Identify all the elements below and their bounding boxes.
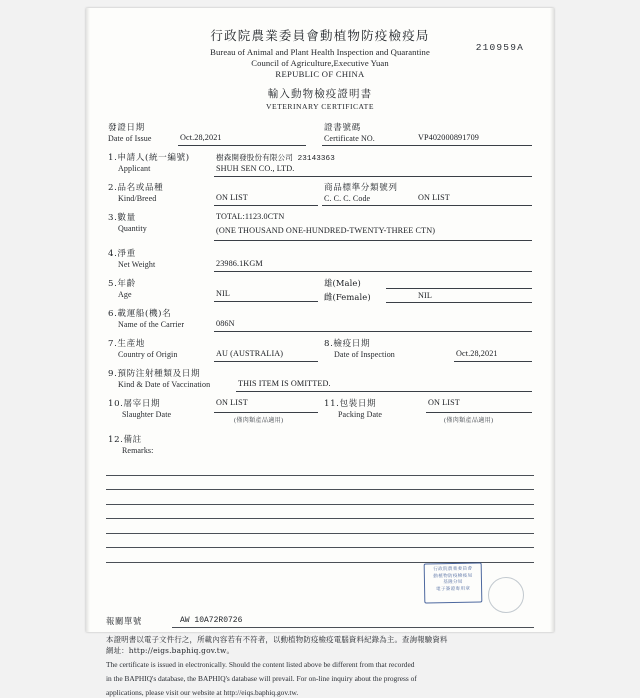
footer-cn-line2: 網址：http://eigs.baphiq.gov.tw。 bbox=[106, 645, 534, 656]
certificate-page bbox=[86, 8, 554, 632]
row-carrier bbox=[106, 307, 534, 337]
packing-date-note: (僅肉類產品適用) bbox=[444, 415, 493, 424]
remarks-line bbox=[106, 505, 534, 520]
ccc-code-value: ON LIST bbox=[418, 193, 450, 202]
agency-name-cn: 行政院農業委員會動植物防疫檢疫局 bbox=[106, 26, 534, 44]
kind-breed-value: ON LIST bbox=[216, 193, 248, 202]
row-net-weight bbox=[106, 247, 534, 277]
slaughter-date-note: (僅肉類產品適用) bbox=[234, 415, 283, 424]
document-header bbox=[106, 26, 534, 111]
declaration-number-value: AW 10A72R0726 bbox=[180, 616, 242, 625]
applicant-value-en: SHUH SEN CO., LTD. bbox=[216, 164, 294, 173]
country-name: REPUBLIC OF CHINA bbox=[106, 69, 534, 79]
remarks-label: 12.備註 Remarks: bbox=[108, 433, 153, 455]
row-slaughter-packing bbox=[106, 397, 534, 433]
age-label: 5.年齡 Age bbox=[108, 277, 136, 299]
remarks-line bbox=[106, 490, 534, 505]
footer-en-line3: applications, please visit our website at http://eiqs.baphiq.gov.tw. bbox=[106, 687, 534, 698]
row-kind-breed bbox=[106, 181, 534, 211]
slaughter-date-value: ON LIST bbox=[216, 398, 248, 407]
row-origin-inspection bbox=[106, 337, 534, 367]
remarks-line bbox=[106, 519, 534, 534]
round-seal-icon bbox=[488, 577, 524, 613]
remarks-lines bbox=[106, 461, 534, 563]
certificate-no-value: VP402000891709 bbox=[418, 133, 479, 142]
row-quantity bbox=[106, 211, 534, 247]
age-female-value: NIL bbox=[418, 291, 432, 300]
applicant-label: 1.申請人(統一編號) Applicant bbox=[108, 151, 190, 173]
carrier-value: 086N bbox=[216, 319, 235, 328]
remarks-line bbox=[106, 476, 534, 491]
official-stamp: 行政院農業委員會 動植物防疫檢疫局 基隆分局 電子簽證專用章 bbox=[424, 562, 483, 603]
stamp-area bbox=[106, 563, 534, 613]
packing-date-label: 11.包裝日期 Packing Date bbox=[324, 397, 382, 419]
remarks-line bbox=[106, 548, 534, 563]
vaccination-label: 9.預防注射種類及日期 Kind & Date of Vaccination bbox=[108, 367, 210, 389]
row-remarks bbox=[106, 433, 534, 459]
net-weight-label: 4.淨重 Net Weight bbox=[108, 247, 155, 269]
footer-cn-line1: 本證明書以電子文件行之，所載內容若有不符者，以動植物防疫檢疫電腦資料紀錄為主。查詢報驗資料 bbox=[106, 634, 534, 645]
agency-name-en-line1: Bureau of Animal and Plant Health Inspection and Quarantine bbox=[106, 47, 534, 57]
slaughter-date-label: 10.屠宰日期 Slaughter Date bbox=[108, 397, 171, 419]
document-title-en: VETERINARY CERTIFICATE bbox=[106, 102, 534, 111]
vaccination-value: THIS ITEM IS OMITTED. bbox=[238, 379, 331, 388]
age-male-label: 雄(Male) bbox=[324, 277, 361, 289]
quantity-value-line2: (ONE THOUSAND ONE-HUNDRED-TWENTY-THREE CTN) bbox=[216, 226, 435, 235]
footer-notes bbox=[106, 634, 534, 698]
row-applicant bbox=[106, 151, 534, 181]
inspection-date-value: Oct.28,2021 bbox=[456, 349, 498, 358]
ccc-code-label: 商品標準分類號列 C. C. C. Code bbox=[324, 181, 398, 203]
certificate-no-label: 證書號碼 Certificate NO. bbox=[324, 121, 375, 143]
remarks-line bbox=[106, 461, 534, 476]
country-of-origin-value: AU (AUSTRALIA) bbox=[216, 349, 283, 358]
net-weight-value: 23986.1KGM bbox=[216, 259, 263, 268]
packing-date-value: ON LIST bbox=[428, 398, 460, 407]
quantity-label: 3.數量 Quantity bbox=[108, 211, 147, 233]
agency-name-en-line2: Council of Agriculture,Executive Yuan bbox=[106, 58, 534, 68]
quantity-value-line1: TOTAL:1123.0CTN bbox=[216, 212, 284, 221]
age-female-label: 雌(Female) bbox=[324, 291, 371, 303]
serial-number: 210959A bbox=[476, 42, 524, 53]
declaration-number-row bbox=[106, 613, 534, 628]
inspection-date-label: 8.檢疫日期 Date of Inspection bbox=[324, 337, 395, 359]
applicant-value-cn: 樹森開發股份有限公司 23143363 bbox=[216, 152, 335, 163]
date-of-issue-label: 發證日期 Date of Issue bbox=[108, 121, 152, 143]
certificate-body bbox=[106, 26, 534, 698]
kind-breed-label: 2.品名或品種 Kind/Breed bbox=[108, 181, 163, 203]
remarks-line bbox=[106, 534, 534, 549]
declaration-number-label: 報關單號 bbox=[106, 615, 142, 627]
footer-en-line2: in the BAPHIQ's database, the BAPHIQ's database will prevail. For on-line inquiry about the progress of bbox=[106, 673, 534, 684]
document-title-cn: 輸入動物檢疫證明書 bbox=[106, 86, 534, 101]
row-vaccination bbox=[106, 367, 534, 397]
certificate-form bbox=[106, 121, 534, 698]
age-value: NIL bbox=[216, 289, 230, 298]
country-of-origin-label: 7.生產地 Country of Origin bbox=[108, 337, 177, 359]
carrier-label: 6.載運船(機)名 Name of the Carrier bbox=[108, 307, 184, 329]
date-of-issue-value: Oct.28,2021 bbox=[180, 133, 222, 142]
row-issue-certificate bbox=[106, 121, 534, 151]
row-age bbox=[106, 277, 534, 307]
footer-en-line1: The certificate is issued in electronically. Should the content listed above be different from that recorded bbox=[106, 659, 534, 670]
